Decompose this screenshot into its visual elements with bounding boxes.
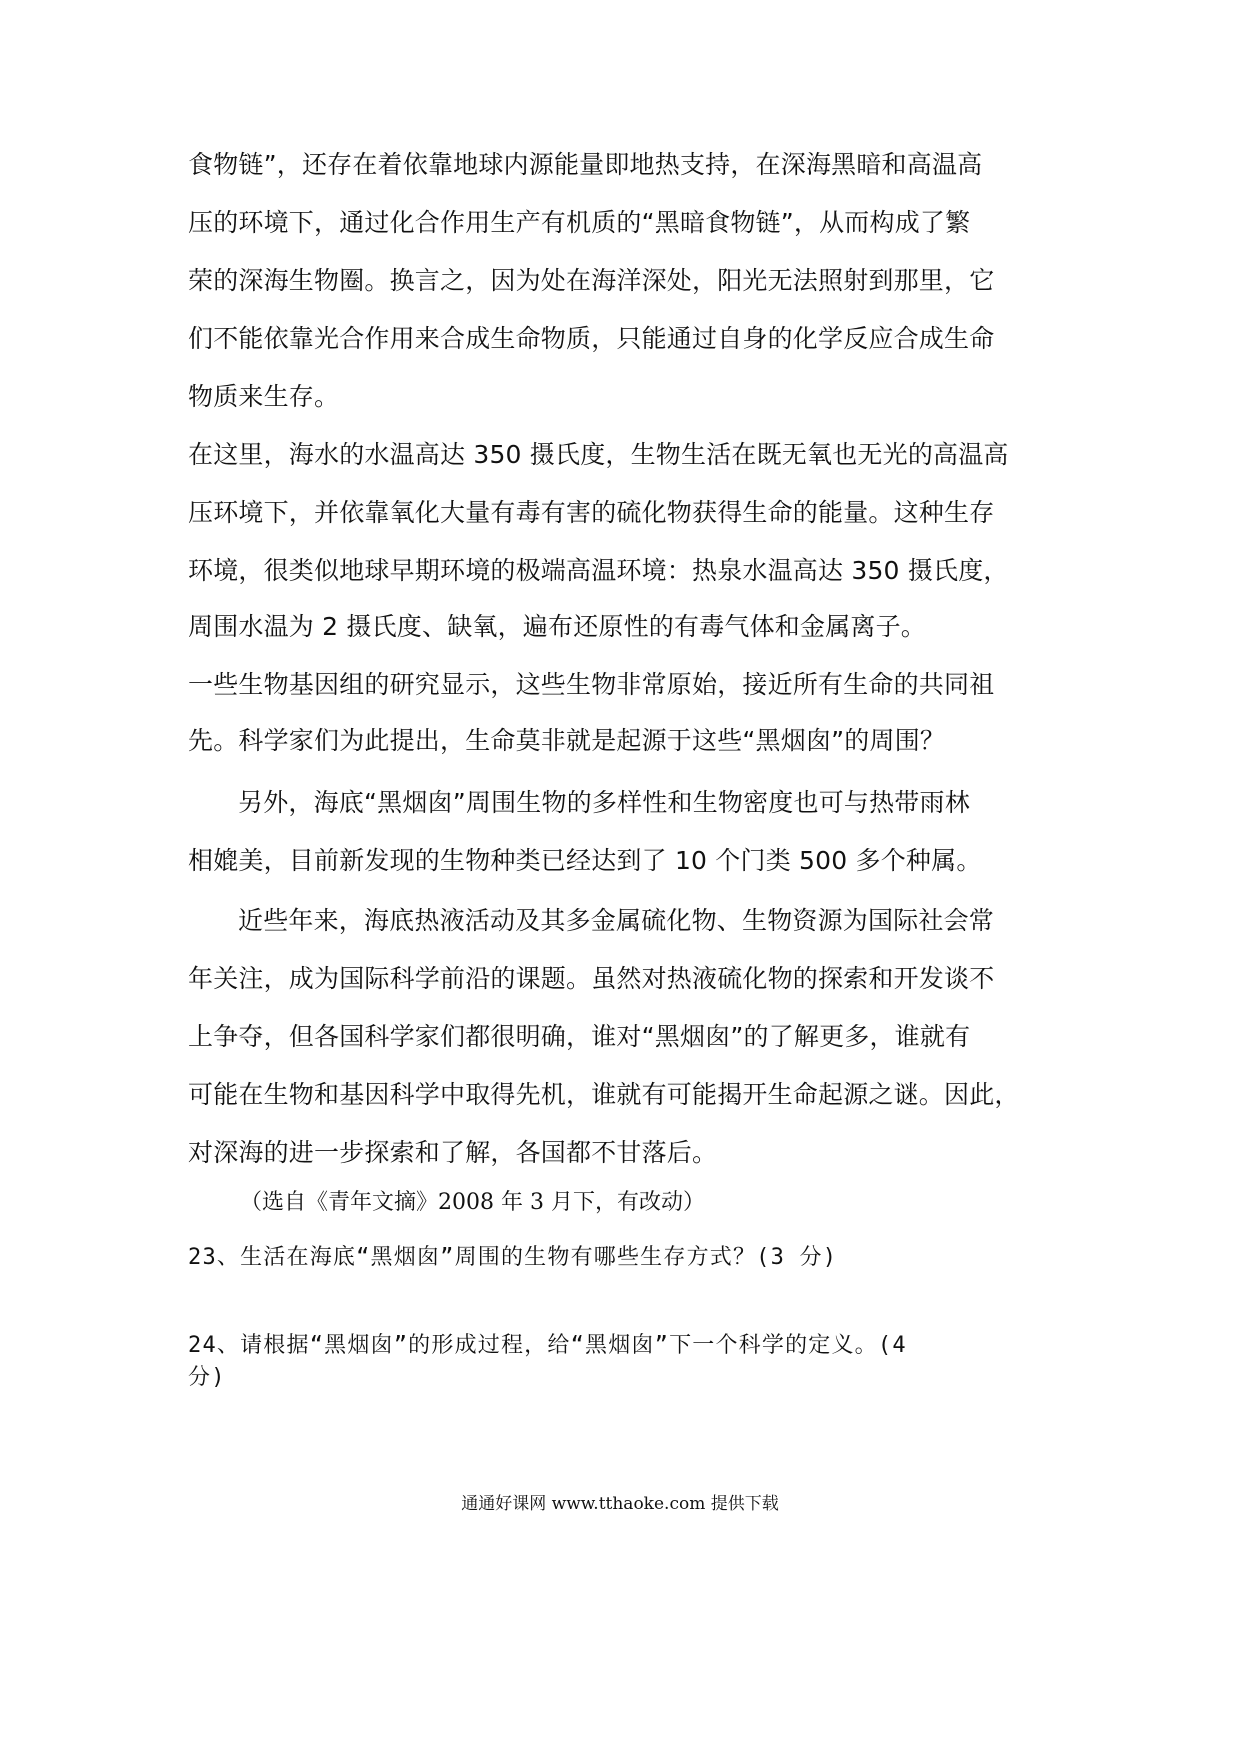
paragraph-line: 可能在生物和基因科学中取得先机，谁就有可能揭开生命起源之谜。因此， (188, 1080, 1020, 1109)
paragraph-line: 食物链”，还存在着依靠地球内源能量即地热支持，在深海黑暗和高温高 (188, 150, 983, 179)
paragraph-line: 近些年来，海底热液活动及其多金属硫化物、生物资源为国际社会常 (238, 906, 995, 935)
paragraph-line: 周围水温为 2 摄氏度、缺氧，遍布还原性的有毒气体和金属离子。 (188, 612, 927, 641)
question-23: 23、生活在海底“黑烟囱”周围的生物有哪些生存方式？(3 分) (188, 1245, 838, 1270)
paragraph-line: 另外，海底“黑烟囱”周围生物的多样性和生物密度也可与热带雨林 (238, 788, 970, 817)
paragraph-line: 相媲美，目前新发现的生物种类已经达到了 10 个门类 500 多个种属。 (188, 846, 982, 875)
paragraph-line: 们不能依靠光合作用来合成生命物质，只能通过自身的化学反应合成生命 (188, 324, 995, 353)
question-24: 24、请根据“黑烟囱”的形成过程，给“黑烟囱”下一个科学的定义。(4 (188, 1333, 907, 1358)
paragraph-line: 环境，很类似地球早期环境的极端高温环境：热泉水温高达 350 摄氏度， (188, 556, 1009, 585)
page-footer: 通通好课网 www.tthaoke.com 提供下载 (461, 1494, 779, 1514)
paragraph-line: 年关注，成为国际科学前沿的课题。虽然对热液硫化物的探索和开发谈不 (188, 964, 995, 993)
paragraph-line: 物质来生存。 (188, 382, 340, 411)
source-citation: （选自《青年文摘》2008 年 3 月下，有改动） (240, 1190, 705, 1215)
paragraph-line: 压环境下，并依靠氧化大量有毒有害的硫化物获得生命的能量。这种生存 (188, 498, 995, 527)
paragraph-line: 一些生物基因组的研究显示，这些生物非常原始，接近所有生命的共同祖 (188, 670, 995, 699)
paragraph-line: 先。科学家们为此提出，生命莫非就是起源于这些“黑烟囱”的周围？ (188, 726, 946, 755)
paragraph-line: 压的环境下，通过化合作用生产有机质的“黑暗食物链”，从而构成了繁 (188, 208, 971, 237)
paragraph-line: 在这里，海水的水温高达 350 摄氏度，生物生活在既无氧也无光的高温高 (188, 440, 1009, 469)
question-24-continuation: 分) (188, 1365, 226, 1390)
paragraph-line: 对深海的进一步探索和了解，各国都不甘落后。 (188, 1138, 718, 1167)
paragraph-line: 上争夺，但各国科学家们都很明确，谁对“黑烟囱”的了解更多，谁就有 (188, 1022, 971, 1051)
paragraph-line: 荣的深海生物圈。换言之，因为处在海洋深处，阳光无法照射到那里，它 (188, 266, 995, 295)
